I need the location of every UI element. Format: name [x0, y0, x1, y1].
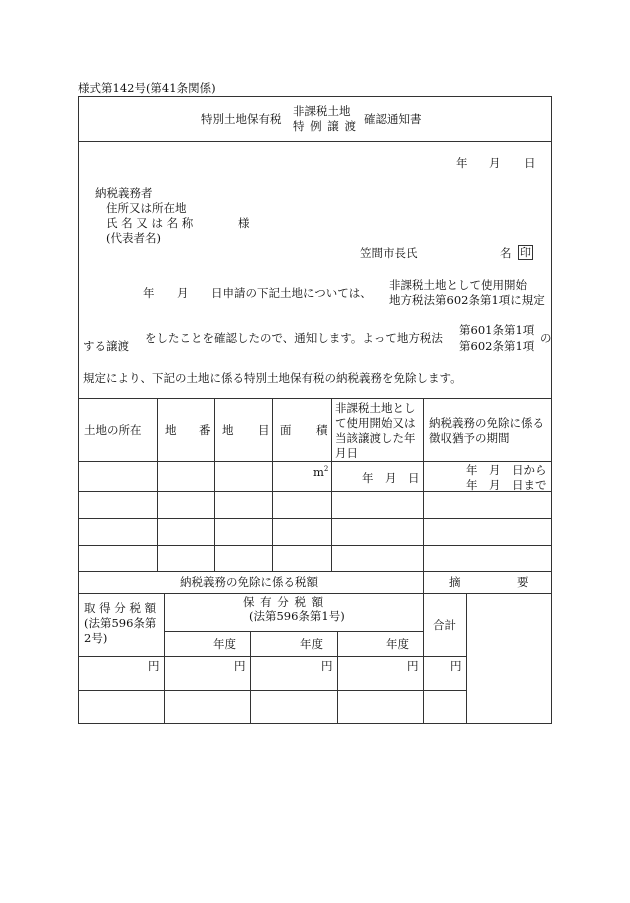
tax-section-header: 納税義務の免除に係る税額: [180, 575, 318, 589]
header-location: 土地の所在: [84, 423, 142, 437]
body-option-nontaxable: 非課税土地として使用開始: [389, 278, 527, 292]
land-col-sep-4: [331, 398, 332, 571]
seal-mark: [518, 245, 533, 260]
body-law-601: 第601条第1項: [459, 323, 535, 337]
holding-header-divider: [164, 631, 423, 632]
tax-header-row-bottom: [78, 656, 466, 657]
header-category-2: 目: [258, 423, 270, 437]
acquisition-label-1: 取 得 分 税 額: [84, 601, 157, 615]
area-unit-m: m: [313, 464, 324, 479]
taxpayer-heading: 納税義務者: [95, 186, 153, 200]
header-lot-2: 番: [199, 423, 211, 437]
name-label: 氏 名 又 は 名 称: [106, 216, 194, 230]
remarks-header-2: 要: [517, 575, 529, 589]
tax-row-1-bottom: [78, 690, 466, 691]
use-date-day: 日: [408, 471, 420, 485]
tax-header-sep: [423, 571, 424, 593]
grace-from: 年 月 日から: [466, 463, 547, 477]
body-month: 月: [177, 286, 189, 300]
date-month: 月: [489, 156, 501, 170]
title-suffix: 確認通知書: [364, 112, 422, 126]
yen-acquisition: 円: [148, 659, 160, 673]
land-col-sep-2: [214, 398, 215, 571]
header-category-1: 地: [222, 423, 234, 437]
body-option-law: 地方税法第602条第1項に規定: [389, 293, 545, 307]
body-law-602: 第602条第1項: [459, 339, 535, 353]
tax-col-sep-2: [250, 631, 251, 724]
header-grace-1: 納税義務の免除に係る: [429, 416, 544, 430]
date-year: 年: [456, 156, 468, 170]
area-unit: [313, 462, 328, 479]
title-option-nontaxable: 非課税土地: [293, 104, 351, 118]
land-table-bottom: [78, 571, 552, 572]
date-day: 日: [524, 156, 536, 170]
holding-label-2: (法第596条第1号): [249, 609, 345, 623]
body-middle-text: をしたことを確認したので、通知します。よって地方税法: [145, 331, 443, 345]
honorific-sama: 様: [238, 216, 250, 230]
land-table-row3-bottom: [78, 545, 552, 546]
body-last-line: 規定により、下記の土地に係る特別土地保有税の納税義務を免除します。: [83, 371, 462, 385]
land-col-sep-3: [272, 398, 273, 571]
acquisition-label-3: 2号): [84, 631, 108, 645]
land-col-sep-5: [423, 398, 424, 571]
issuer-shi: 氏: [406, 246, 418, 260]
fiscal-year-2: 年度: [300, 637, 323, 651]
representative-label: (代表者名): [106, 231, 161, 245]
header-use-date-1: 非課税土地とし: [335, 401, 416, 415]
yen-year-3: 円: [407, 659, 419, 673]
title-divider: [78, 141, 552, 142]
area-unit-sup: 2: [323, 465, 329, 473]
header-area-1: 面: [280, 423, 292, 437]
body-year: 年: [143, 286, 155, 300]
fiscal-year-3: 年度: [386, 637, 409, 651]
header-use-date-2: て使用開始又は: [335, 416, 416, 430]
header-grace-2: 徴収猶予の期間: [429, 431, 510, 445]
use-date-month: 月: [385, 471, 397, 485]
use-date-year: 年: [362, 471, 374, 485]
body-no: の: [540, 331, 552, 345]
body-day-text: 日申請の下記土地については、: [211, 286, 372, 300]
land-table-row2-bottom: [78, 518, 552, 519]
acquisition-label-2: (法第596条第: [84, 616, 157, 630]
address-label: 住所又は所在地: [106, 201, 187, 215]
tax-col-sep-3: [337, 631, 338, 724]
land-col-sep-1: [157, 398, 158, 571]
fiscal-year-1: 年度: [213, 637, 236, 651]
form-number: 様式第142号(第41条関係): [78, 81, 216, 95]
title-option-special-transfer: 特 例 譲 渡: [293, 119, 357, 133]
land-table-top: [78, 398, 552, 399]
seal-label: 印: [520, 246, 531, 259]
tax-col-sep-1: [164, 593, 165, 724]
remarks-header-1: 摘: [449, 575, 461, 589]
tax-header-bottom: [78, 593, 552, 594]
holding-label-1: 保 有 分 税 額: [243, 595, 325, 609]
tax-col-sep-5: [466, 593, 467, 724]
total-label: 合計: [433, 618, 456, 632]
header-lot-1: 地: [165, 423, 177, 437]
issuer-title: 笠間市長: [360, 246, 406, 260]
header-use-date-3: 当該譲渡した年: [335, 431, 416, 445]
title-prefix: 特別土地保有税: [201, 112, 282, 126]
issuer-mei: 名: [500, 246, 512, 260]
body-option-transfer: する譲渡: [83, 339, 129, 353]
yen-year-1: 円: [234, 659, 246, 673]
header-area-2: 積: [316, 423, 328, 437]
tax-col-sep-4: [423, 593, 424, 724]
yen-year-2: 円: [321, 659, 333, 673]
header-use-date-4: 月日: [335, 446, 358, 460]
grace-to: 年 月 日まで: [466, 478, 547, 492]
yen-total: 円: [450, 659, 462, 673]
